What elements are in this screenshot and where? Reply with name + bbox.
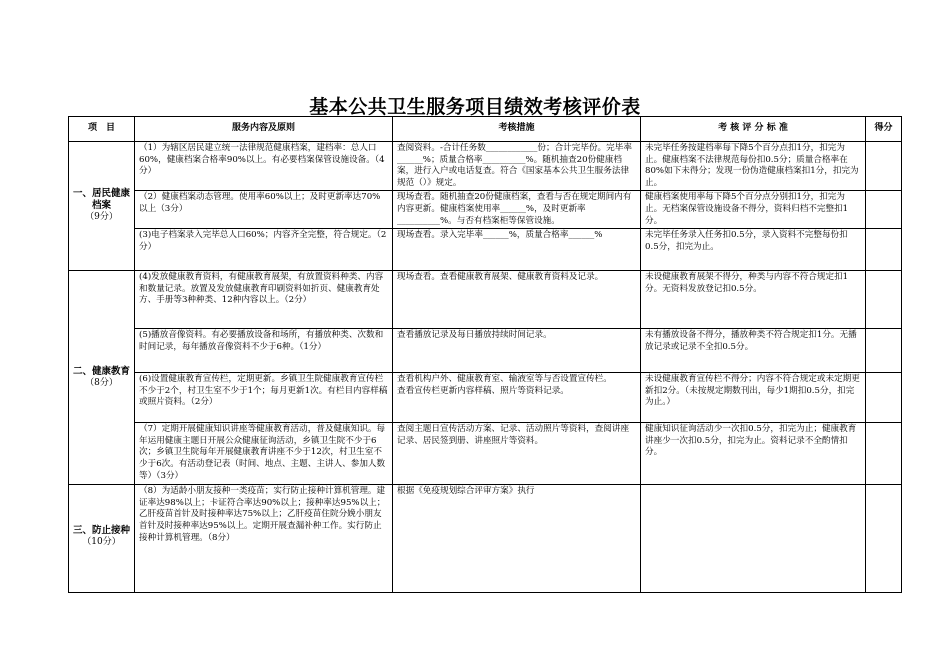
measures-cell: 查看机构户外、健康教育室、输液室等与否设置宣传栏。 查看宣传栏更新内容样稿、照片等资料记录。 (393, 373, 641, 423)
table-row (69, 191, 902, 229)
category-name: 三、防止接种 (72, 525, 130, 537)
criteria-cell: 未完毕任务按建档率每下降5个百分点扣1分，扣完为止。健康档案不法律规范每份扣0.5分；质量合格率在80%如下未得分；发现一份伪造健康档案扣1分，扣完为止。 (641, 142, 866, 191)
category-cell (69, 142, 135, 271)
measures-cell: 查阅资料。-合计任务数____________份；合计完毕份。完毕率______%；质量合格率__________%。随机抽查20份健康档案，进行入户或电话复查。符合《国家基本公共卫生服务法律规范（）》规定。 (393, 142, 641, 191)
table-row (69, 485, 902, 593)
category-points: （9分） (85, 212, 118, 223)
content-cell: (6)设置健康教育宣传栏，定期更新。乡镇卫生院健康教育宣传栏不少于2个，村卫生室不少于1个；每月更新1次。有栏目内容样稿或照片资料。（2分） (135, 373, 393, 423)
score-cell[interactable] (866, 142, 902, 191)
table-row (69, 423, 902, 485)
header-row (69, 117, 902, 142)
table-row (69, 142, 902, 191)
content-cell: （7）定期开展健康知识讲座等健康教育活动，普及健康知识。每年运用健康主题日开展公众健康征询活动，乡镇卫生院不少于6次；乡镇卫生院每年开展健康教育讲座不少于12次，村卫生室不少于6次。有活动登记表（时间、地点、主题、主讲人、参加人数等）（3分） (135, 423, 393, 485)
score-cell[interactable] (866, 191, 902, 229)
criteria-cell: 未设健康教育展架不得分，种类与内容不符合规定扣1分。无资料发放登记扣0.5分。 (641, 271, 866, 329)
measures-cell: 现场查看。查看健康教育展架、健康教育资料及记录。 (393, 271, 641, 329)
score-cell[interactable] (866, 485, 902, 593)
measures-cell: 查阅主题日宣传活动方案、记录、活动照片等资料，查阅讲座记录、居民签到册、讲座照片等资料。 (393, 423, 641, 485)
category-name: 二、健康教育 (72, 365, 130, 377)
category-name: 一、居民健康档案 (72, 188, 130, 212)
category-points: （8分） (85, 377, 118, 388)
criteria-cell: 未设健康教育宣传栏不得分；内容不符合规定或未定期更新扣2分。（未按规定期数刊出，每少1期扣0.5分，扣完为止。） (641, 373, 866, 423)
content-cell: （1）为辖区居民建立统一法律规范健康档案，建档率：总人口60%，健康档案合格率90%以上。有必要档案保管设施设备。（4分） (135, 142, 393, 191)
criteria-cell: 未有播放设备不得分，播放种类不符合规定扣1分。无播放记录或记录不全扣0.5分。 (641, 329, 866, 373)
content-cell: (4)发放健康教育资料，有健康教育展架，有放置资料种类、内容和数量记录。放置及发放健康教育印刷资料如折页、健康教育处方、手册等3种种类、12种内容以上。（2分） (135, 271, 393, 329)
score-cell[interactable] (866, 229, 902, 271)
table-row (69, 329, 902, 373)
measures-cell: 现场查看。录入完毕率______%，质量合格率______% (393, 229, 641, 271)
measures-cell: 查看播放记录及每日播放持续时间记录。 (393, 329, 641, 373)
category-points: （10分） (82, 537, 121, 548)
content-cell: (3)电子档案录入完毕总人口60%；内容齐全完整，符合规定。（2分） (135, 229, 393, 271)
score-cell[interactable] (866, 373, 902, 423)
table-row (69, 271, 902, 329)
score-cell[interactable] (866, 271, 902, 329)
header-measures: 考核措施 (393, 117, 641, 142)
evaluation-table (68, 116, 902, 593)
page-title: 基本公共卫生服务项目绩效考核评价表 (309, 96, 641, 118)
table-row (69, 229, 902, 271)
content-cell: (5)播放音像资料。有必要播放设备和场所，有播放种类、次数和时间记录，每年播放音像资料不少于6种。（1分） (135, 329, 393, 373)
category-cell (69, 271, 135, 485)
criteria-cell: 健康知识征询活动少一次扣0.5分，扣完为止；健康教育讲座少一次扣0.5分，扣完为止。资料记录不全酌情扣分。 (641, 423, 866, 485)
table-row (69, 373, 902, 423)
header-score: 得分 (866, 117, 902, 142)
header-item: 项 目 (69, 117, 135, 142)
score-cell[interactable] (866, 423, 902, 485)
criteria-cell (641, 485, 866, 593)
criteria-cell: 未完毕任务录入任务扣0.5分，录入资料不完整每份扣0.5分，扣完为止。 (641, 229, 866, 271)
content-cell: （8）为适龄小朋友接种一类疫苗；实行防止接种计算机管理。建证率达98%以上；卡证符合率达90%以上；接种率达95%以上；乙肝疫苗首针及时接种率达75%以上；乙肝疫苗住院分娩小朋友首针及时接种率达95%以上。定期开展查漏补种工作。实行防止接种计算机管理。（8分） (135, 485, 393, 593)
measures-cell: 根据《免疫规划综合评审方案》执行 (393, 485, 641, 593)
criteria-cell: 健康档案使用率每下降5个百分点分别扣1分，扣完为止。无档案保管设施设备不得分，资料归档不完整扣1分。 (641, 191, 866, 229)
category-cell (69, 485, 135, 593)
content-cell: （2）健康档案动态管理。使用率60%以上；及时更新率达70%以上（3分） (135, 191, 393, 229)
header-criteria: 考 核 评 分 标 准 (641, 117, 866, 142)
score-cell[interactable] (866, 329, 902, 373)
header-content: 服务内容及原则 (135, 117, 393, 142)
measures-cell: 现场查看。随机抽查20份健康档案，查看与否在规定期间内有内容更新。健康档案使用率______%，及时更新率__________%。与否有档案柜等保管设施。 (393, 191, 641, 229)
